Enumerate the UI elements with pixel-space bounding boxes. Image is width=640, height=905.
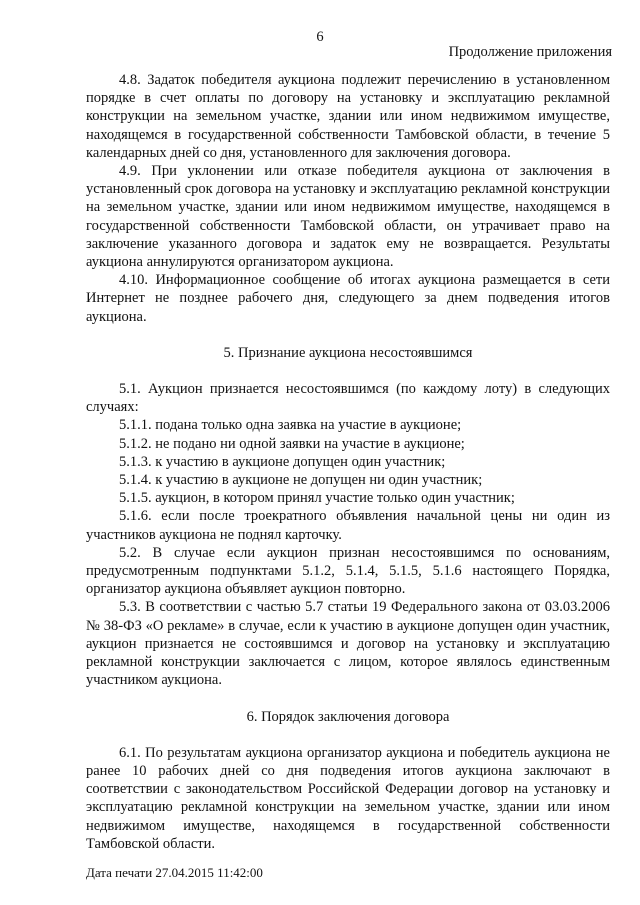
document-body: [86, 71, 610, 853]
list-item: 5.1.6. если после троекратного объявления начальной цены ни один из участников аукциона не поднял карточку.: [86, 508, 610, 543]
print-date: Дата печати 27.04.2015 11:42:00: [86, 865, 263, 880]
paragraph-5-1: 5.1. Аукцион признается несостоявшимся (по каждому лоту) в следующих случаях:: [86, 381, 610, 416]
paragraph-5-3: 5.3. В соответствии с частью 5.7 статьи 19 Федерального закона от 03.03.2006 № 38-ФЗ «О рекламе» в случае, если к участию в аукционе допущен один участник, аукцион признается не состоявшимся и договор на установку и эксплуатацию рекламной конструкции заключается с лицом, которое являлось единственным участником аукциона.: [86, 599, 610, 689]
list-item: 5.1.4. к участию в аукционе не допущен ни один участник;: [119, 472, 483, 489]
list-item: 5.1.3. к участию в аукционе допущен один участник;: [119, 453, 446, 470]
list-item: 5.1.1. подана только одна заявка на участие в аукционе;: [119, 417, 462, 434]
section-6-title: 6. Порядок заключения договора: [246, 708, 450, 725]
paragraph-6-1: 6.1. По результатам аукциона организатор аукциона и победитель аукциона не ранее 10 рабочих дней со дня подведения итогов аукциона заключают в соответствии с законодательством Российской Федерации договор на установку и эксплуатацию рекламной конструкции на земельном участке, здании или ином недвижимом имуществе, находящемся в государственной собственности Тамбовской области.: [86, 744, 610, 852]
paragraph-4-9: 4.9. При уклонении или отказе победителя аукциона от заключения в установленный срок договора на установку и эксплуатацию рекламной конструкции на земельном участке, здании или ином недвижимом имуществе, находящемся в государственной собственности Тамбовской области, он утрачивает право на заключение указанного договора и задаток ему не возвращается. Результаты аукциона аннулируются организатором аукциона.: [86, 163, 610, 271]
paragraph-4-8: 4.8. Задаток победителя аукциона подлежит перечислению в установленном порядке в счет оплаты по договору на установку и эксплуатацию рекламной конструкции на земельном участке, здании или ином недвижимом имуществе, находящемся в государственной собственности Тамбовской области, в течение 5 календарных дней со дня, установленного для заключения договора.: [86, 72, 610, 161]
section-5-title: 5. Признание аукциона несостоявшимся: [223, 344, 473, 361]
list-item: 5.1.5. аукцион, в котором принял участие только один участник;: [119, 490, 515, 507]
page-number: 6: [316, 29, 324, 45]
paragraph-4-10: 4.10. Информационное сообщение об итогах аукциона размещается в сети Интернет не позднее рабочего дня, следующего за днем подведения итогов аукциона.: [86, 272, 610, 325]
list-item: 5.1.2. не подано ни одной заявки на участие в аукционе;: [119, 435, 465, 452]
appendix-continuation: Продолжение приложения: [448, 44, 612, 60]
paragraph-5-2: 5.2. В случае если аукцион признан несостоявшимся по основаниям, предусмотренным подпунктами 5.1.2, 5.1.4, 5.1.5, 5.1.6 настоящего Порядка, организатор аукциона объявляет аукцион повторно.: [86, 544, 610, 598]
